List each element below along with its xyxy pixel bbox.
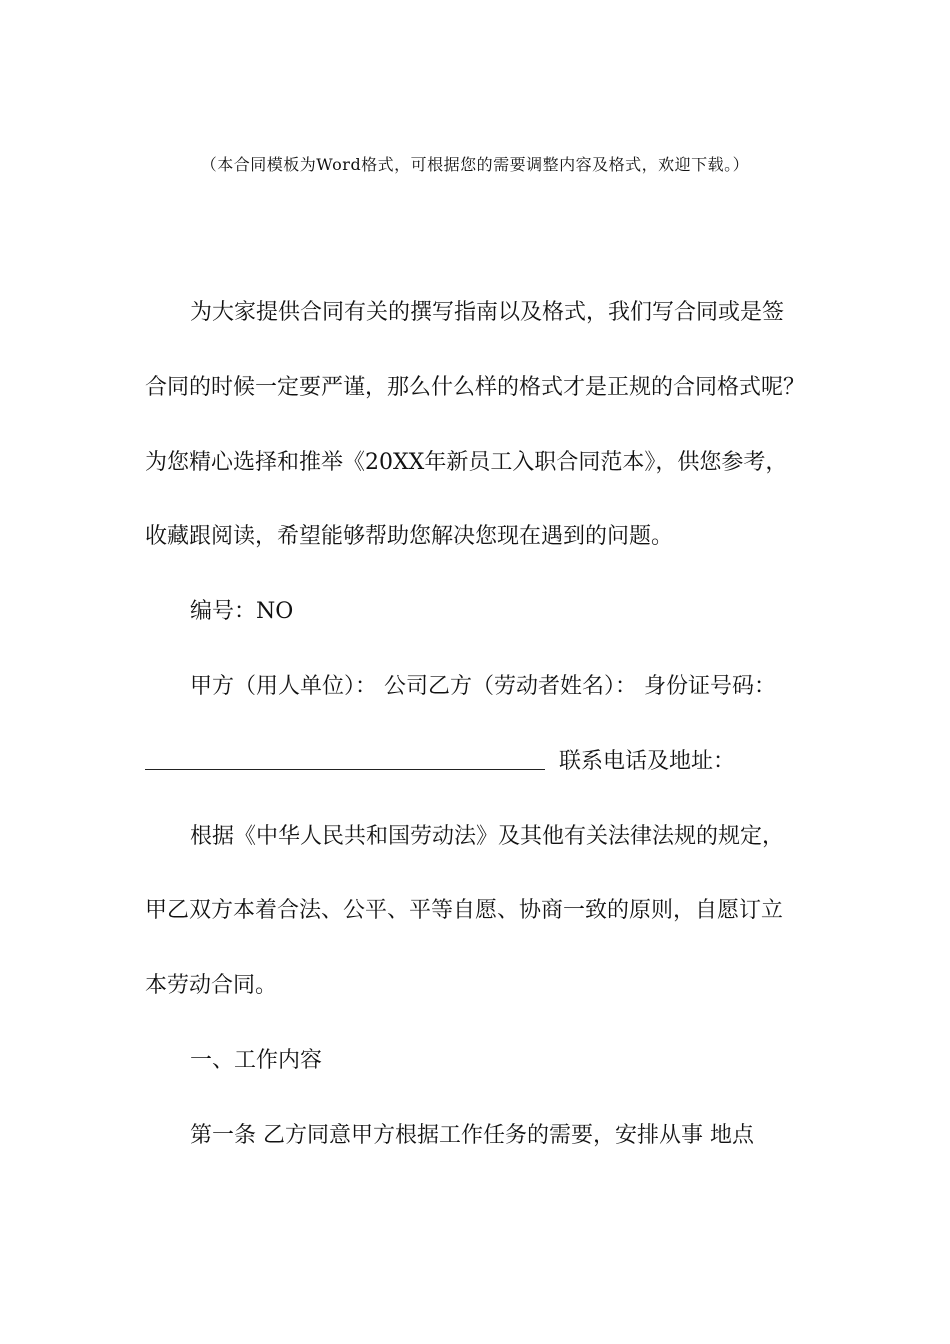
section-1-title: 一、工作内容 xyxy=(190,1048,323,1073)
intro-line-3: 为您精心选择和推举《20XX年新员工入职合同范本》，供您参考， xyxy=(145,450,788,475)
intro-line-2: 合同的时候一定要严谨，那么什么样的格式才是正规的合同格式呢？ xyxy=(145,375,806,400)
basis-line-2: 甲乙双方本着合法、公平、平等自愿、协商一致的原则，自愿订立 xyxy=(145,898,784,923)
template-note: （本合同模板为Word格式，可根据您的需要调整内容及格式，欢迎下载。） xyxy=(200,155,750,174)
id-number-blank xyxy=(145,749,545,770)
basis-line-3: 本劳动合同。 xyxy=(145,973,278,998)
contact-line xyxy=(145,747,735,777)
intro-line-4: 收藏跟阅读，希望能够帮助您解决您现在遇到的问题。 xyxy=(145,524,674,549)
parties-line: 甲方（用人单位）： 公司乙方（劳动者姓名）： 身份证号码： xyxy=(190,674,776,699)
contact-label: 联系电话及地址： xyxy=(559,749,736,774)
article-1: 第一条 乙方同意甲方根据工作任务的需要，安排从事 地点 xyxy=(190,1123,754,1148)
contract-number: 编号：NO xyxy=(190,599,294,624)
basis-line-1: 根据《中华人民共和国劳动法》及其他有关法律法规的规定， xyxy=(190,824,785,849)
intro-line-1: 为大家提供合同有关的撰写指南以及格式，我们写合同或是签 xyxy=(190,300,785,325)
